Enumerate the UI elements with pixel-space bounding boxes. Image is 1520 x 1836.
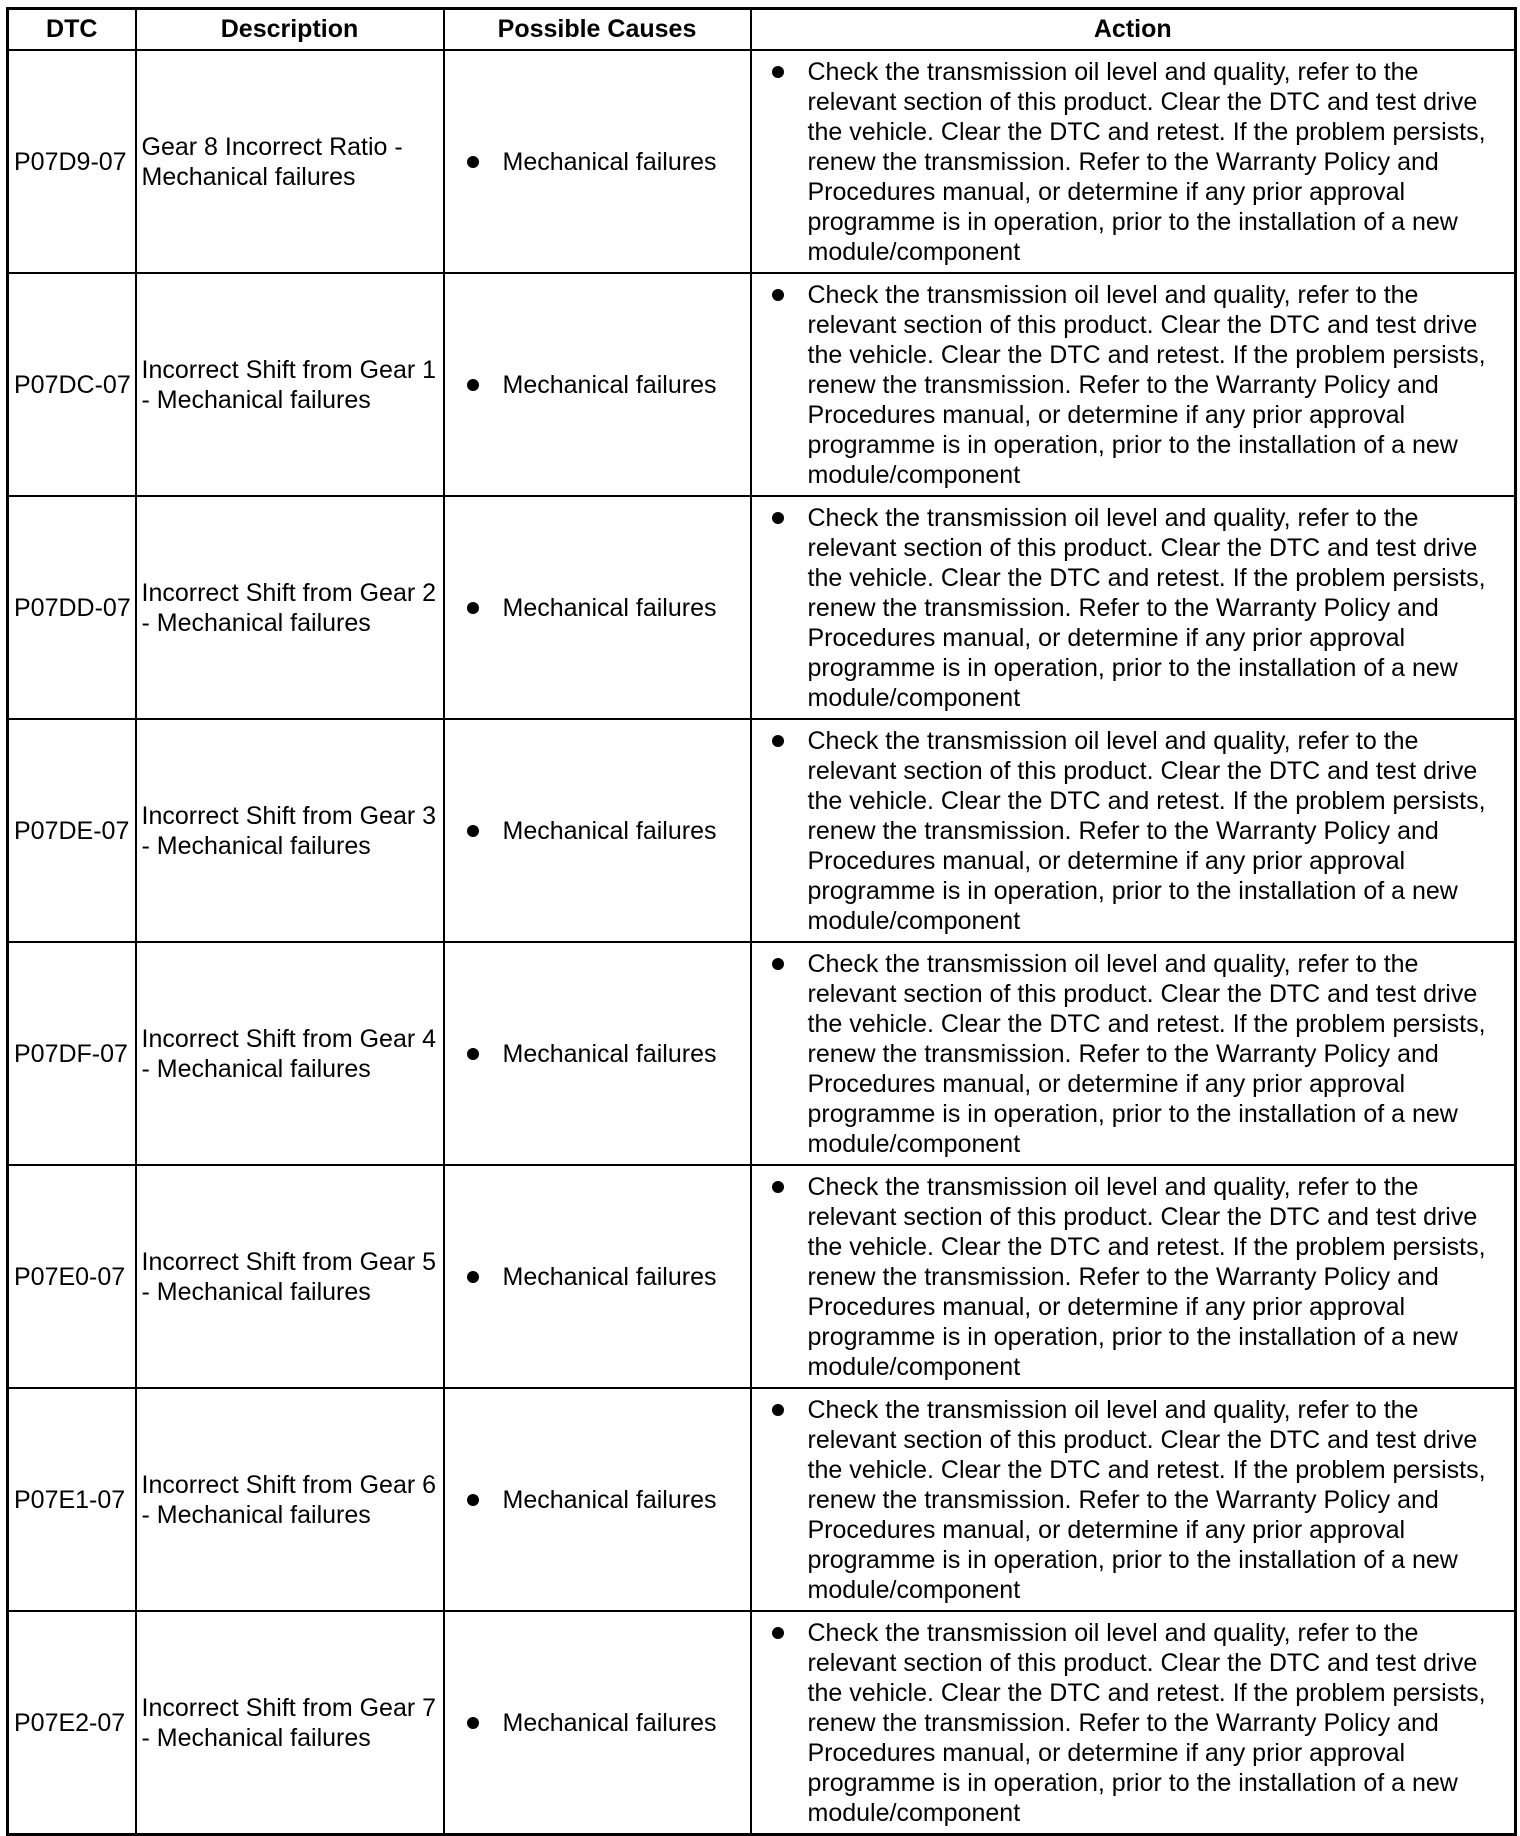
action-bullet-item (772, 1395, 1505, 1605)
table-body (8, 50, 1516, 1835)
dtc-description: Incorrect Shift from Gear 7 - Mechanical failures (136, 1611, 444, 1835)
bullet-icon (467, 602, 479, 614)
table-row (8, 719, 1516, 942)
action-cell (751, 50, 1516, 273)
action-cell (751, 1611, 1516, 1835)
action-text: Check the transmission oil level and quality, refer to the relevant section of this product. Clear the DTC and test drive the vehicle. Clear the DTC and retest. If the problem persists, renew the transmission. Refer to the Warranty Policy and Procedures manual, or determine if any prior approval programme is in operation, prior to the installation of a new module/component (807, 1172, 1486, 1381)
possible-cause-text: Mechanical failures (502, 370, 717, 399)
possible-cause-cell (444, 719, 751, 942)
header-row (8, 9, 1516, 51)
header-action: Action (751, 9, 1516, 51)
dtc-code: P07DD-07 (8, 496, 136, 719)
dtc-table (6, 7, 1517, 1836)
action-text: Check the transmission oil level and quality, refer to the relevant section of this product. Clear the DTC and test drive the vehicle. Clear the DTC and retest. If the problem persists, renew the transmission. Refer to the Warranty Policy and Procedures manual, or determine if any prior approval programme is in operation, prior to the installation of a new module/component (807, 726, 1486, 935)
possible-cause-text: Mechanical failures (502, 147, 717, 176)
bullet-icon (467, 379, 479, 391)
possible-cause-cell (444, 50, 751, 273)
header-description: Description (136, 9, 444, 51)
dtc-description: Incorrect Shift from Gear 1 - Mechanical failures (136, 273, 444, 496)
bullet-icon (772, 958, 784, 970)
dtc-code: P07E0-07 (8, 1165, 136, 1388)
action-cell (751, 1388, 1516, 1611)
action-cell (751, 942, 1516, 1165)
action-bullet-item (772, 726, 1505, 936)
dtc-code: P07E2-07 (8, 1611, 136, 1835)
bullet-icon (772, 1181, 784, 1193)
action-text: Check the transmission oil level and quality, refer to the relevant section of this product. Clear the DTC and test drive the vehicle. Clear the DTC and retest. If the problem persists, renew the transmission. Refer to the Warranty Policy and Procedures manual, or determine if any prior approval programme is in operation, prior to the installation of a new module/component (807, 57, 1486, 266)
bullet-icon (467, 156, 479, 168)
possible-cause-text: Mechanical failures (502, 1485, 717, 1514)
action-bullet-item (772, 949, 1505, 1159)
dtc-description: Gear 8 Incorrect Ratio - Mechanical failures (136, 50, 444, 273)
dtc-description: Incorrect Shift from Gear 6 - Mechanical failures (136, 1388, 444, 1611)
bullet-icon (467, 1717, 479, 1729)
possible-cause-text: Mechanical failures (502, 816, 717, 845)
dtc-code: P07D9-07 (8, 50, 136, 273)
bullet-icon (772, 66, 784, 78)
possible-cause-cell (444, 1165, 751, 1388)
dtc-code: P07DE-07 (8, 719, 136, 942)
table-row (8, 50, 1516, 273)
possible-cause-text: Mechanical failures (502, 593, 717, 622)
action-bullet-item (772, 280, 1505, 490)
possible-cause-cell (444, 1388, 751, 1611)
table-row (8, 273, 1516, 496)
possible-cause-text: Mechanical failures (502, 1039, 717, 1068)
dtc-description: Incorrect Shift from Gear 5 - Mechanical failures (136, 1165, 444, 1388)
possible-cause-cell (444, 496, 751, 719)
cause-bullet-item (467, 147, 750, 177)
cause-bullet-item (467, 1485, 750, 1515)
action-bullet-item (772, 503, 1505, 713)
header-dtc: DTC (8, 9, 136, 51)
possible-cause-cell (444, 1611, 751, 1835)
dtc-code: P07DF-07 (8, 942, 136, 1165)
possible-cause-text: Mechanical failures (502, 1262, 717, 1291)
header-possible-causes: Possible Causes (444, 9, 751, 51)
cause-bullet-item (467, 816, 750, 846)
dtc-description: Incorrect Shift from Gear 2 - Mechanical failures (136, 496, 444, 719)
bullet-icon (772, 512, 784, 524)
cause-bullet-item (467, 1039, 750, 1069)
action-bullet-item (772, 1172, 1505, 1382)
action-text: Check the transmission oil level and quality, refer to the relevant section of this product. Clear the DTC and test drive the vehicle. Clear the DTC and retest. If the problem persists, renew the transmission. Refer to the Warranty Policy and Procedures manual, or determine if any prior approval programme is in operation, prior to the installation of a new module/component (807, 280, 1486, 489)
cause-bullet-item (467, 1262, 750, 1292)
table-row (8, 496, 1516, 719)
action-cell (751, 496, 1516, 719)
table-row (8, 1611, 1516, 1835)
bullet-icon (467, 825, 479, 837)
bullet-icon (772, 289, 784, 301)
dtc-code: P07E1-07 (8, 1388, 136, 1611)
action-cell (751, 1165, 1516, 1388)
action-bullet-item (772, 1618, 1505, 1828)
possible-cause-cell (444, 273, 751, 496)
action-text: Check the transmission oil level and quality, refer to the relevant section of this product. Clear the DTC and test drive the vehicle. Clear the DTC and retest. If the problem persists, renew the transmission. Refer to the Warranty Policy and Procedures manual, or determine if any prior approval programme is in operation, prior to the installation of a new module/component (807, 1618, 1486, 1827)
bullet-icon (467, 1494, 479, 1506)
possible-cause-text: Mechanical failures (502, 1708, 717, 1737)
dtc-code: P07DC-07 (8, 273, 136, 496)
bullet-icon (467, 1271, 479, 1283)
table-row (8, 942, 1516, 1165)
action-text: Check the transmission oil level and quality, refer to the relevant section of this product. Clear the DTC and test drive the vehicle. Clear the DTC and retest. If the problem persists, renew the transmission. Refer to the Warranty Policy and Procedures manual, or determine if any prior approval programme is in operation, prior to the installation of a new module/component (807, 1395, 1486, 1604)
action-text: Check the transmission oil level and quality, refer to the relevant section of this product. Clear the DTC and test drive the vehicle. Clear the DTC and retest. If the problem persists, renew the transmission. Refer to the Warranty Policy and Procedures manual, or determine if any prior approval programme is in operation, prior to the installation of a new module/component (807, 949, 1486, 1158)
table-header (8, 9, 1516, 51)
bullet-icon (467, 1048, 479, 1060)
dtc-description: Incorrect Shift from Gear 3 - Mechanical failures (136, 719, 444, 942)
table-row (8, 1388, 1516, 1611)
action-cell (751, 273, 1516, 496)
bullet-icon (772, 735, 784, 747)
table-row (8, 1165, 1516, 1388)
cause-bullet-item (467, 370, 750, 400)
action-cell (751, 719, 1516, 942)
possible-cause-cell (444, 942, 751, 1165)
dtc-description: Incorrect Shift from Gear 4 - Mechanical failures (136, 942, 444, 1165)
cause-bullet-item (467, 593, 750, 623)
bullet-icon (772, 1627, 784, 1639)
action-text: Check the transmission oil level and quality, refer to the relevant section of this product. Clear the DTC and test drive the vehicle. Clear the DTC and retest. If the problem persists, renew the transmission. Refer to the Warranty Policy and Procedures manual, or determine if any prior approval programme is in operation, prior to the installation of a new module/component (807, 503, 1486, 712)
action-bullet-item (772, 57, 1505, 267)
cause-bullet-item (467, 1708, 750, 1738)
bullet-icon (772, 1404, 784, 1416)
